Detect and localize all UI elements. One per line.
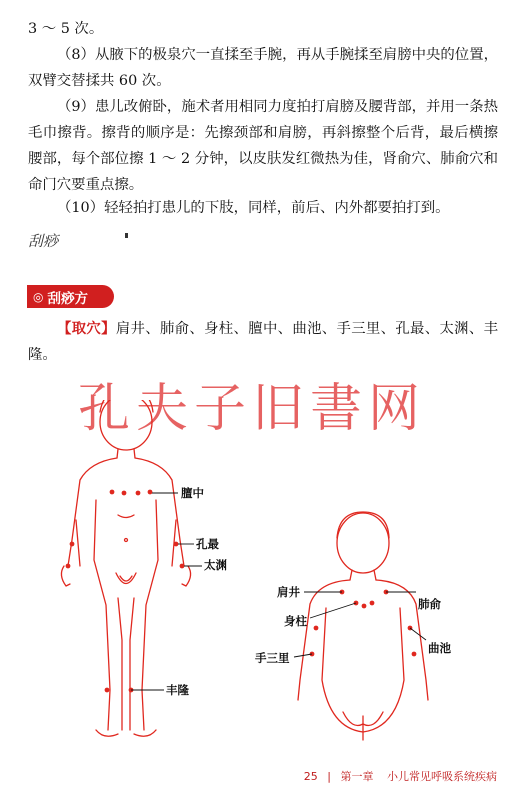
- shousanli-dots: [310, 652, 417, 657]
- back-body-figure: [298, 512, 428, 740]
- taiyuan-dots: [66, 564, 185, 569]
- paragraph-1: 3 ～ 5 次。: [28, 21, 104, 37]
- label-kongzui: 孔最: [196, 537, 219, 551]
- handwritten-note: 刮痧: [28, 232, 59, 250]
- acupoint-figure: [0, 400, 527, 770]
- fenglong-dots: [105, 688, 134, 693]
- shenzhu-dot: [362, 604, 367, 609]
- label-quchi: 曲池: [428, 641, 451, 655]
- label-jianjing: 肩井: [277, 585, 300, 599]
- kongzui-dots: [70, 542, 179, 547]
- jianjing-dots: [340, 590, 389, 595]
- page-footer: [304, 768, 497, 784]
- chapter-title: 小儿常见呼吸系统疾病: [387, 770, 497, 783]
- circle-bullet-icon: ◎: [33, 289, 44, 304]
- section-badge: [27, 285, 114, 308]
- label-feishu: 肺俞: [418, 597, 441, 611]
- page-number: 25: [303, 770, 318, 783]
- danzhong-dots: [110, 490, 153, 496]
- footer-separator: |: [327, 770, 331, 783]
- label-shousanli: 手三里: [255, 651, 290, 665]
- acupoint-paragraph: [28, 316, 498, 368]
- section-badge-label: 刮痧方: [47, 290, 88, 307]
- chapter-label: 第一章: [340, 770, 374, 783]
- label-danzhong: 膻中: [181, 486, 204, 500]
- acupoint-label: 【取穴】: [57, 320, 116, 337]
- paragraph-4: （10）轻轻拍打患儿的下肢，同样，前后、内外都要拍打到。: [57, 200, 450, 216]
- watermark: 孔夫子旧書网: [78, 379, 427, 439]
- pencil-mark: [125, 233, 128, 238]
- acupoint-list: 肩井、肺俞、身柱、膻中、曲池、手三里、孔最、太渊、丰隆。: [28, 321, 498, 363]
- label-shenzhu: 身柱: [284, 614, 307, 628]
- paragraph-2: （8）从腋下的极泉穴一直揉至手腕，再从手腕揉至肩膀中央的位置，双臂交替揉共 60 次。: [28, 47, 498, 89]
- paragraph-3: （9）患儿改俯卧，施术者用相同力度拍打肩膀及腰背部，并用一条热毛巾擦背。擦背的顺序是：先擦颈部和肩膀，再斜擦整个后背，最后横擦腰部，每个部位擦 1 ～ 2 分钟，以皮肤发红微热为佳，肾俞穴、肺俞穴和命门穴要重点擦。: [28, 99, 498, 193]
- label-fenglong: 丰隆: [166, 683, 189, 697]
- label-taiyuan: 太渊: [204, 558, 227, 572]
- quchi-dots: [314, 626, 413, 631]
